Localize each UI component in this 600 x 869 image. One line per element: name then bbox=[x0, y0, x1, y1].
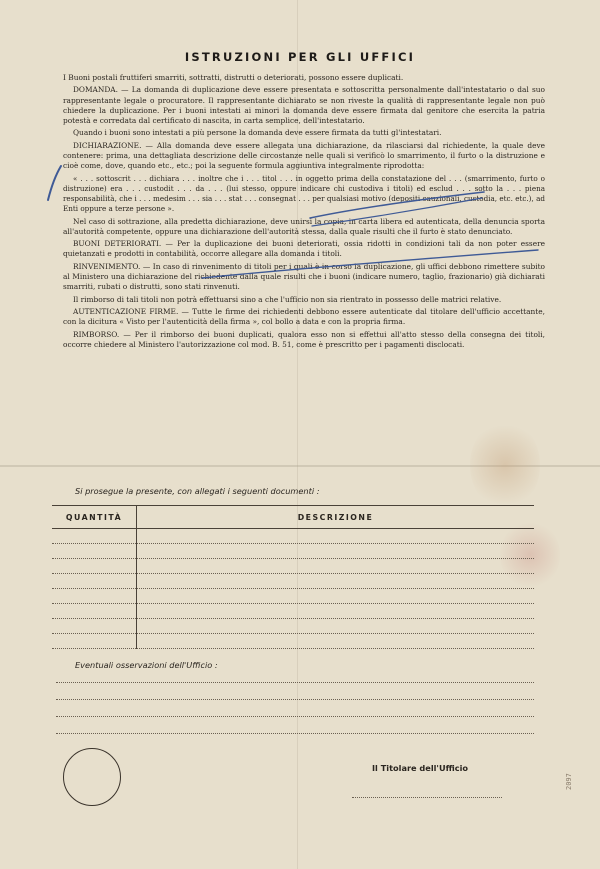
domanda-paragraph: DOMANDA. — La domanda di duplicazione deve essere presentata e sottoscritta personalmente dall'intestatario o dal suo rappresentante legale o procuratore. Il rappresentante dichiarato se non riveste la qualità di rappresentante legale non può chiedere la duplicazione. Per i buoni intestati ai minori la domanda deve essere firmata dal genitore che esercita la patria potestà e corredata dal certificato di nascita, in carta semplice, dell'intestatario. bbox=[63, 85, 545, 125]
multiple-holders-paragraph: Quando i buoni sono intestati a più persone la domanda deve essere firmata da tutti gl'intestatari. bbox=[73, 128, 442, 138]
rinvenimento-paragraph: RINVENIMENTO. — In caso di rinvenimento di titoli per i quali è in corso la duplicazione, gli uffici debbono rimettere subito al Ministero una dichiarazione del richiedente dalla quale risulti che i buoni (indicare numero, taglio, frazionario) già dichiarati smarriti, rubati o distrutti, sono stati rinvenuti. bbox=[63, 261, 545, 292]
quantity-cell[interactable] bbox=[52, 529, 137, 544]
rimborso-matrici-paragraph: Il rimborso di tali titoli non potrà effettuarsi sino a che l'ufficio non sia rientrato in possesso delle matrici relative. bbox=[73, 294, 502, 304]
quantity-cell[interactable] bbox=[52, 589, 137, 604]
quantity-column-header: QUANTITÀ bbox=[52, 506, 137, 529]
observations-label: Eventuali osservazioni dell'Ufficio : bbox=[75, 660, 218, 670]
quantity-cell[interactable] bbox=[52, 619, 137, 634]
signature-line[interactable] bbox=[352, 797, 502, 798]
autenticazione-paragraph: AUTENTICAZIONE FIRME. — Tutte le firme dei richiedenti debbono essere autenticate dal titolare dell'ufficio accettante, con la dicitura « Visto per l'autenticità della firma », col bollo a data e con la propria firma. bbox=[63, 306, 545, 327]
formula-paragraph: « . . . sottoscrit . . . dichiara . . . inoltre che i . . . titol . . . in oggetto prima della constatazione del . . . (smarrimento, furto o distruzione) era . . . custodit . . . da . . . (lui stesso, oppure indicare chi custodiva i titoli) ed esclud . . . sotto la . . . piena responsabilità, che i . . . medesim . . . sia . . . stat . . . consegnat . . . per qualsiasi motivo (depositi cauzionali, custodia, etc. etc.), ad Enti oppure a terze persone ». bbox=[63, 173, 545, 214]
margin-stamp: 2097 bbox=[565, 773, 573, 790]
description-cell[interactable] bbox=[137, 544, 535, 559]
pen-mark-icon bbox=[45, 164, 65, 202]
table-row[interactable] bbox=[52, 619, 534, 634]
description-cell[interactable] bbox=[137, 559, 535, 574]
description-cell[interactable] bbox=[137, 604, 535, 619]
signature-label: Il Titolare dell'Ufficio bbox=[372, 763, 469, 773]
description-cell[interactable] bbox=[137, 589, 535, 604]
intro-paragraph: I Buoni postali fruttiferi smarriti, sottratti, distrutti o deteriorati, possono essere duplicati. bbox=[63, 73, 404, 82]
description-column-header: DESCRIZIONE bbox=[137, 506, 535, 529]
observations-line[interactable] bbox=[56, 716, 534, 717]
table-row[interactable] bbox=[52, 574, 534, 589]
dichiarazione-paragraph: DICHIARAZIONE. — Alla domanda deve essere allegata una dichiarazione, da rilasciarsi dal richiedente, la quale deve contenere: prima, una dettagliata descrizione delle circostanze nelle quali si verificò lo smarrimento, il furto o la distruzione e cioè come, dove, quando etc., etc.; poi la seguente formula aggiuntiva integralmente riprodotta: bbox=[63, 140, 545, 171]
table-row[interactable] bbox=[52, 604, 534, 619]
table-row[interactable] bbox=[52, 634, 534, 649]
table-row[interactable] bbox=[52, 544, 534, 559]
observations-line[interactable] bbox=[56, 733, 534, 734]
quantity-cell[interactable] bbox=[52, 544, 137, 559]
documents-table bbox=[52, 505, 534, 649]
description-cell[interactable] bbox=[137, 619, 535, 634]
table-row[interactable] bbox=[52, 529, 534, 544]
sottrazione-paragraph: Nel caso di sottrazione, alla predetta dichiarazione, deve unirsi la copia, in carta libera ed autenticata, della denuncia sporta all'autorità competente, oppure una dichiarazione dell'autorità stessa, dalla quale risulti che il furto è stato denunciato. bbox=[63, 216, 545, 236]
quantity-cell[interactable] bbox=[52, 604, 137, 619]
table-row[interactable] bbox=[52, 589, 534, 604]
pen-strike-icon bbox=[308, 188, 486, 230]
quantity-cell[interactable] bbox=[52, 634, 137, 649]
observations-line[interactable] bbox=[56, 682, 534, 683]
table-row[interactable] bbox=[52, 559, 534, 574]
buoni-deteriorati-paragraph: BUONI DETERIORATI. — Per la duplicazione dei buoni deteriorati, ossia ridotti in condizioni tali da non poter essere quietanzati e prodotti in contabilità, occorre allegare alla domanda i titoli. bbox=[63, 239, 545, 259]
description-cell[interactable] bbox=[137, 529, 535, 544]
quantity-cell[interactable] bbox=[52, 559, 137, 574]
office-seal-icon bbox=[63, 748, 121, 806]
observations-line[interactable] bbox=[56, 699, 534, 700]
rimborso-paragraph: RIMBORSO. — Per il rimborso dei buoni duplicati, qualora esso non si effettui all'atto stesso della consegna dei titoli, occorre chiedere al Ministero l'autorizzazione col mod. B. 51, come è prescritto per i pagamenti disclocati. bbox=[63, 329, 545, 349]
description-cell[interactable] bbox=[137, 634, 535, 649]
quantity-cell[interactable] bbox=[52, 574, 137, 589]
documents-heading: Si prosegue la presente, con allegati i seguenti documenti : bbox=[75, 486, 320, 496]
paper-stain bbox=[470, 420, 540, 510]
page-title: ISTRUZIONI PER GLI UFFICI bbox=[184, 50, 416, 64]
description-cell[interactable] bbox=[137, 574, 535, 589]
pen-strike-icon bbox=[200, 244, 540, 288]
